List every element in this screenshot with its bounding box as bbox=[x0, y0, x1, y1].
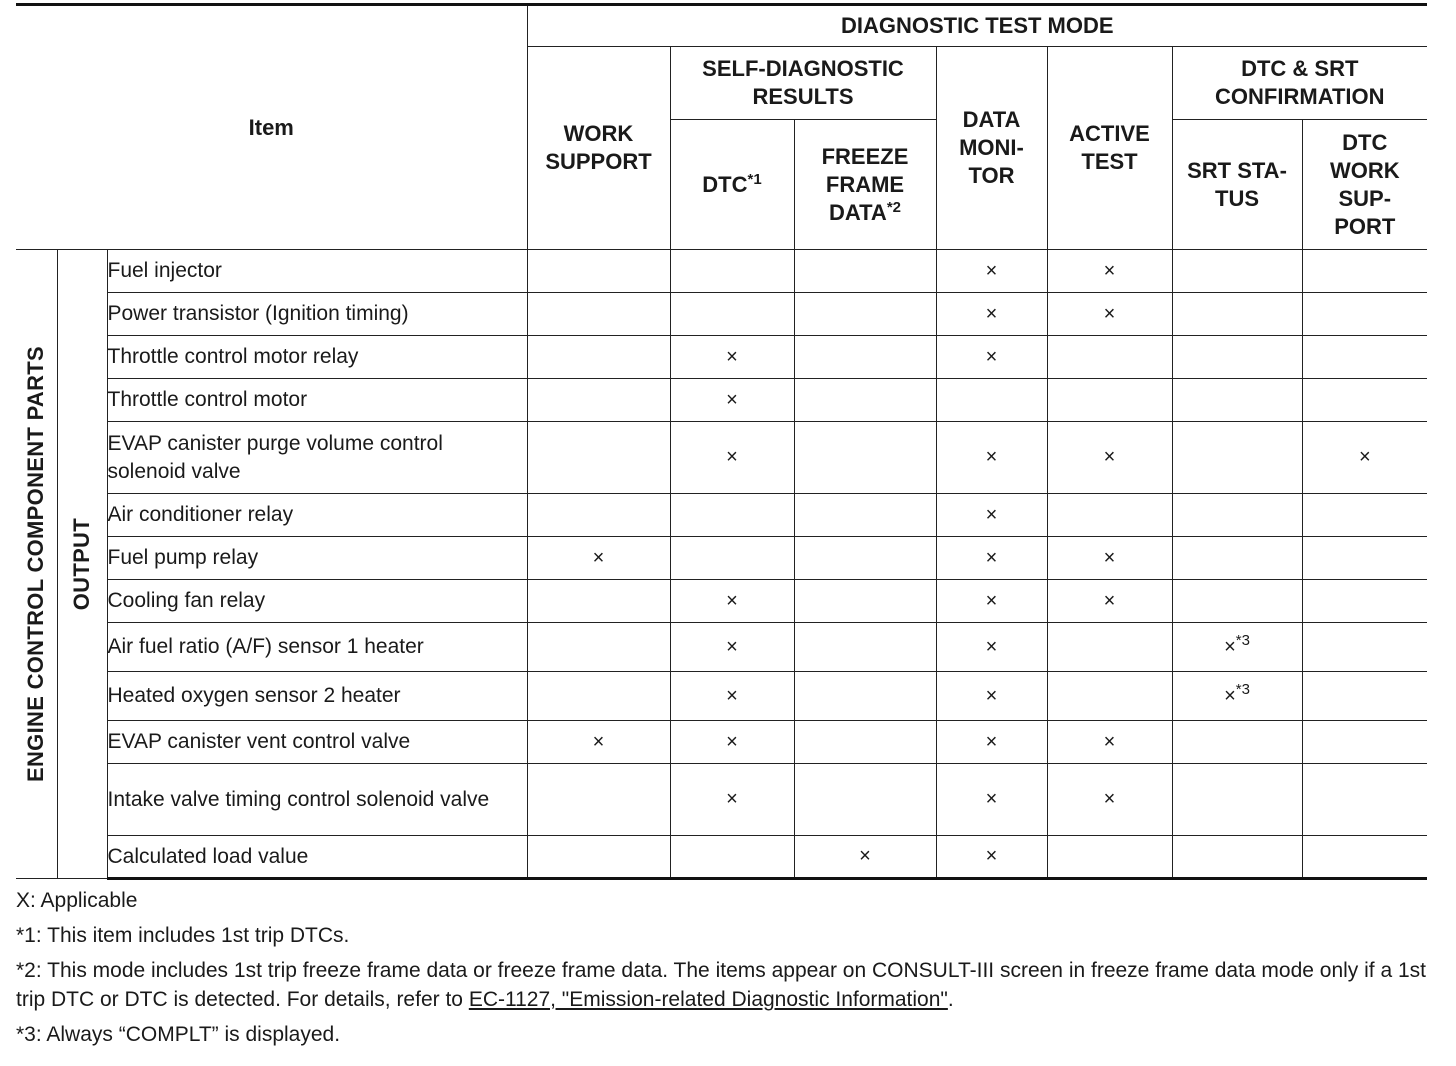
mark-cell bbox=[1172, 379, 1302, 422]
mark-cell: × bbox=[1302, 422, 1427, 494]
mark-cell bbox=[1172, 764, 1302, 836]
table-row bbox=[16, 537, 1427, 580]
item-name: Throttle control motor relay bbox=[107, 336, 527, 379]
mark-cell bbox=[1302, 580, 1427, 623]
mark-cell bbox=[1172, 422, 1302, 494]
table-row bbox=[16, 293, 1427, 336]
table-row bbox=[16, 580, 1427, 623]
data-monitor-header: DATA MONI- TOR bbox=[936, 47, 1047, 250]
mark-cell bbox=[794, 721, 936, 764]
mark-cell bbox=[794, 293, 936, 336]
mark-cell: × bbox=[670, 580, 794, 623]
diagnostic-test-mode-header: DIAGNOSTIC TEST MODE bbox=[527, 5, 1427, 47]
mark-cell bbox=[1172, 623, 1302, 672]
mark-cell bbox=[527, 250, 670, 293]
table-row bbox=[16, 494, 1427, 537]
mark-cell: × bbox=[1047, 422, 1172, 494]
group-label-text: OUTPUT bbox=[69, 517, 94, 611]
table-row bbox=[16, 623, 1427, 672]
mark-cell: × bbox=[1047, 764, 1172, 836]
ec-1127-reference-link[interactable]: EC-1127, "Emission-related Diagnostic Information" bbox=[468, 988, 948, 1011]
mark-cell: × bbox=[527, 721, 670, 764]
mark-cell bbox=[1047, 836, 1172, 879]
mark-cell: × bbox=[1047, 580, 1172, 623]
mark-cell bbox=[1302, 537, 1427, 580]
mark-cell bbox=[527, 293, 670, 336]
mark-cell bbox=[794, 672, 936, 721]
mark-cell bbox=[670, 494, 794, 537]
mark-cell: × bbox=[794, 836, 936, 879]
mark-cell bbox=[794, 580, 936, 623]
mark-cell bbox=[1302, 250, 1427, 293]
mark-cell bbox=[1172, 672, 1302, 721]
item-name: Air conditioner relay bbox=[107, 494, 527, 537]
mark-cell bbox=[1302, 494, 1427, 537]
item-name: Cooling fan relay bbox=[107, 580, 527, 623]
item-name: Fuel injector bbox=[107, 250, 527, 293]
mark-cell bbox=[794, 422, 936, 494]
mark-cell: × bbox=[936, 623, 1047, 672]
mark-cell bbox=[1172, 721, 1302, 764]
note-ref: *3 bbox=[1235, 680, 1250, 698]
item-header: Item bbox=[16, 5, 527, 250]
applicable-mark: × bbox=[1224, 635, 1236, 658]
srt-status-header: SRT STA- TUS bbox=[1172, 120, 1302, 250]
dtc-header: DTC$^{*1}$ bbox=[670, 120, 794, 250]
mark-cell bbox=[527, 836, 670, 879]
dtc-work-support-header: DTC WORK SUP- PORT bbox=[1302, 120, 1427, 250]
mark-cell bbox=[794, 494, 936, 537]
mark-cell bbox=[794, 623, 936, 672]
mark-cell bbox=[1172, 336, 1302, 379]
item-name: EVAP canister purge volume control solenoid valve bbox=[107, 422, 527, 494]
item-name: Throttle control motor bbox=[107, 379, 527, 422]
mark-cell bbox=[527, 623, 670, 672]
mark-cell: × bbox=[670, 422, 794, 494]
item-name: Fuel pump relay bbox=[107, 537, 527, 580]
mark-cell bbox=[1302, 623, 1427, 672]
mark-cell bbox=[1302, 672, 1427, 721]
mark-cell bbox=[1172, 537, 1302, 580]
mark-cell bbox=[527, 336, 670, 379]
mark-cell: × bbox=[936, 672, 1047, 721]
mark-cell bbox=[1302, 764, 1427, 836]
mark-cell bbox=[527, 764, 670, 836]
mark-cell bbox=[1047, 672, 1172, 721]
mark-cell: × bbox=[936, 580, 1047, 623]
dtc-srt-confirmation-header: DTC & SRT CONFIRMATION bbox=[1172, 47, 1427, 120]
mark-cell: × bbox=[936, 537, 1047, 580]
table-row bbox=[16, 336, 1427, 379]
mark-cell: × bbox=[936, 764, 1047, 836]
mark-cell: × bbox=[936, 721, 1047, 764]
mark-cell: × bbox=[1047, 250, 1172, 293]
table-row bbox=[16, 764, 1427, 836]
note-applicable: X: Applicable bbox=[16, 889, 138, 912]
mark-cell bbox=[1047, 336, 1172, 379]
group-label-text: ENGINE CONTROL COMPONENT PARTS bbox=[23, 346, 49, 782]
mark-cell bbox=[1172, 250, 1302, 293]
work-support-header: WORK SUPPORT bbox=[527, 47, 670, 250]
mark-cell bbox=[794, 764, 936, 836]
mark-cell bbox=[527, 379, 670, 422]
self-diagnostic-results-header: SELF-DIAGNOSTIC RESULTS bbox=[670, 47, 936, 120]
mark-cell bbox=[1172, 293, 1302, 336]
note-3: *3: Always “COMPLT” is displayed. bbox=[16, 1023, 341, 1046]
mark-cell bbox=[1302, 336, 1427, 379]
mark-cell: × bbox=[670, 672, 794, 721]
item-name: EVAP canister vent control valve bbox=[107, 721, 527, 764]
mark-cell bbox=[1172, 580, 1302, 623]
mark-cell: × bbox=[936, 836, 1047, 879]
freeze-frame-data-header: FREEZE FRAME DATA$^{*2}$ bbox=[794, 120, 936, 250]
mark-cell bbox=[936, 379, 1047, 422]
table-row bbox=[16, 379, 1427, 422]
mark-cell bbox=[1302, 379, 1427, 422]
table-row bbox=[16, 422, 1427, 494]
mark-cell bbox=[1302, 293, 1427, 336]
mark-cell bbox=[1047, 494, 1172, 537]
mark-cell bbox=[1047, 623, 1172, 672]
mark-cell bbox=[670, 836, 794, 879]
mark-cell: × bbox=[936, 494, 1047, 537]
mark-cell bbox=[1172, 494, 1302, 537]
item-name: Intake valve timing control solenoid valve bbox=[107, 764, 527, 836]
diagnostic-mode-table bbox=[16, 3, 1427, 880]
table-row bbox=[16, 672, 1427, 721]
item-name: Power transistor (Ignition timing) bbox=[107, 293, 527, 336]
mark-cell bbox=[527, 580, 670, 623]
mark-cell: × bbox=[670, 721, 794, 764]
item-name: Heated oxygen sensor 2 heater bbox=[107, 672, 527, 721]
mark-cell bbox=[527, 422, 670, 494]
note-1: *1: This item includes 1st trip DTCs. bbox=[16, 924, 350, 947]
mark-cell bbox=[670, 250, 794, 293]
item-name: Calculated load value bbox=[107, 836, 527, 879]
mark-cell: × bbox=[936, 250, 1047, 293]
group-label-output bbox=[57, 250, 107, 879]
mark-cell: × bbox=[670, 764, 794, 836]
mark-cell: × bbox=[670, 336, 794, 379]
mark-cell bbox=[1302, 836, 1427, 879]
active-test-header: ACTIVE TEST bbox=[1047, 47, 1172, 250]
group-label-engine-control bbox=[16, 250, 57, 879]
mark-cell bbox=[1172, 836, 1302, 879]
mark-cell bbox=[1047, 379, 1172, 422]
mark-cell: × bbox=[527, 537, 670, 580]
mark-cell: × bbox=[1047, 293, 1172, 336]
mark-cell: × bbox=[670, 379, 794, 422]
table-row bbox=[16, 250, 1427, 293]
mark-cell: × bbox=[936, 336, 1047, 379]
mark-cell bbox=[527, 672, 670, 721]
note-ref: *3 bbox=[1235, 631, 1250, 649]
mark-cell bbox=[670, 293, 794, 336]
footnotes bbox=[16, 886, 1427, 1049]
applicable-mark: × bbox=[1224, 684, 1236, 707]
mark-cell: × bbox=[936, 293, 1047, 336]
mark-cell bbox=[794, 250, 936, 293]
mark-cell: × bbox=[1047, 721, 1172, 764]
table-row bbox=[16, 836, 1427, 879]
mark-cell bbox=[794, 336, 936, 379]
mark-cell bbox=[527, 494, 670, 537]
item-name: Air fuel ratio (A/F) sensor 1 heater bbox=[107, 623, 527, 672]
mark-cell bbox=[794, 379, 936, 422]
mark-cell: × bbox=[670, 623, 794, 672]
mark-cell: × bbox=[936, 422, 1047, 494]
note-2: *2: This mode includes 1st trip freeze frame data or freeze frame data. The items appear on CONSULT-III screen in freeze frame data mode only if a 1st trip DTC or DTC is detected. For details, refer to EC-1127, "Emission-related Diagnostic Information". bbox=[16, 959, 1427, 1011]
document bbox=[16, 3, 1427, 1055]
mark-cell bbox=[670, 537, 794, 580]
mark-cell: × bbox=[1047, 537, 1172, 580]
mark-cell bbox=[1302, 721, 1427, 764]
table-row bbox=[16, 721, 1427, 764]
mark-cell bbox=[794, 537, 936, 580]
